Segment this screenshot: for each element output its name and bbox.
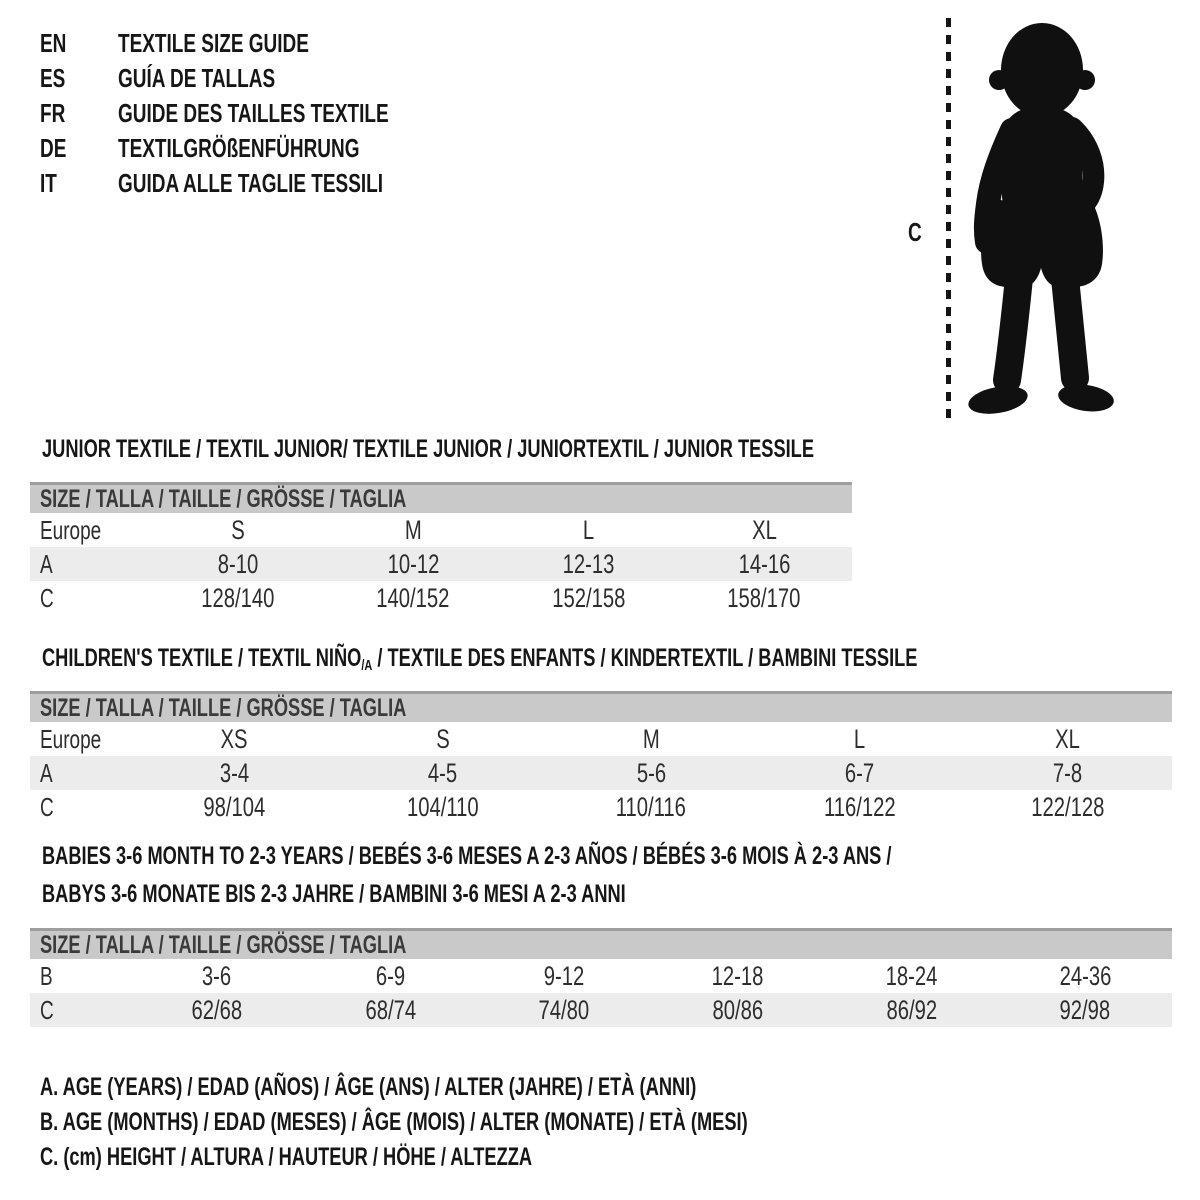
table-cell: 3-6 bbox=[202, 960, 232, 991]
row-label: C bbox=[40, 582, 54, 613]
language-code: IT bbox=[40, 168, 57, 198]
table-cell: 116/122 bbox=[823, 791, 896, 822]
table-row bbox=[30, 959, 1172, 993]
row-label: Europe bbox=[40, 723, 102, 754]
table-cell: M bbox=[404, 514, 422, 545]
language-label: GUÍA DE TALLAS bbox=[118, 63, 276, 93]
table-cell: 6-7 bbox=[844, 757, 875, 788]
language-row bbox=[40, 166, 489, 201]
table-row bbox=[30, 513, 852, 547]
table-cell: S bbox=[230, 514, 245, 545]
table-cell: 68/74 bbox=[365, 994, 416, 1025]
language-code: FR bbox=[40, 98, 66, 128]
table-cell: S bbox=[435, 723, 450, 754]
table-cell: 80/86 bbox=[712, 994, 764, 1025]
table-cell: 86/92 bbox=[886, 994, 937, 1025]
legend-height-cm: C. (cm) HEIGHT / ALTURA / HAUTEUR / HÖHE / ALTEZZA bbox=[40, 1143, 533, 1171]
row-label: A bbox=[40, 548, 53, 579]
table-cell: 110/116 bbox=[615, 791, 687, 822]
section-title-babies-line2: BABYS 3-6 MONATE BIS 2-3 JAHRE / BAMBINI 3-6 MESI A 2-3 ANNI bbox=[42, 880, 626, 908]
table-cell: 9-12 bbox=[543, 960, 585, 991]
table-cell: 74/80 bbox=[538, 994, 590, 1025]
language-row bbox=[40, 96, 489, 131]
language-label: TEXTILE SIZE GUIDE bbox=[118, 28, 309, 58]
height-measure-label: C bbox=[908, 217, 922, 247]
table-row bbox=[30, 722, 1172, 756]
legend-age-months: B. AGE (MONTHS) / EDAD (MESES) / ÂGE (MOIS) / ALTER (MONATE) / ETÀ (MESI) bbox=[40, 1108, 748, 1136]
table-cell: 62/68 bbox=[191, 994, 243, 1025]
table-cell: 140/152 bbox=[376, 582, 450, 613]
table-cell: 152/158 bbox=[552, 582, 626, 613]
junior-size-table bbox=[30, 482, 852, 615]
table-cell: 92/98 bbox=[1059, 994, 1111, 1025]
table-cell: 7-8 bbox=[1053, 757, 1083, 788]
language-label: GUIDA ALLE TAGLIE TESSILI bbox=[118, 168, 384, 198]
table-cell: L bbox=[583, 514, 595, 545]
table-cell: 104/110 bbox=[406, 791, 479, 822]
table-cell: 12-13 bbox=[562, 548, 615, 579]
table-cell: XL bbox=[751, 514, 777, 545]
table-row bbox=[30, 790, 1172, 824]
language-label: TEXTILGRÖßENFÜHRUNG bbox=[118, 133, 360, 163]
section-title-children: CHILDREN'S TEXTILE / TEXTIL NIÑO/A / TEXTILE DES ENFANTS / KINDERTEXTIL / BAMBINI TESSILE bbox=[42, 644, 918, 674]
table-cell: 24-36 bbox=[1059, 960, 1112, 991]
row-label: C bbox=[40, 791, 54, 822]
table-cell: 8-10 bbox=[217, 548, 259, 579]
table-cell: 4-5 bbox=[427, 757, 458, 788]
table-cell: 3-4 bbox=[219, 757, 249, 788]
children-size-table bbox=[30, 691, 1172, 824]
table-cell: L bbox=[853, 723, 866, 754]
table-cell: 122/128 bbox=[1031, 791, 1105, 822]
size-header-band: SIZE / TALLA / TAILLE / GRÖSSE / TAGLIA bbox=[30, 928, 1172, 959]
language-label: GUIDE DES TAILLES TEXTILE bbox=[118, 98, 389, 128]
child-silhouette-icon bbox=[960, 16, 1132, 418]
babies-size-table bbox=[30, 928, 1172, 1027]
legend-age-years: A. AGE (YEARS) / EDAD (AÑOS) / ÂGE (ANS) / ALTER (JAHRE) / ETÀ (ANNI) bbox=[40, 1073, 697, 1101]
row-label: B bbox=[40, 960, 53, 991]
table-row bbox=[30, 547, 852, 581]
table-cell: XL bbox=[1055, 723, 1081, 754]
table-row bbox=[30, 581, 852, 615]
language-code: ES bbox=[40, 63, 66, 93]
row-label: A bbox=[40, 757, 53, 788]
table-cell: 18-24 bbox=[885, 960, 938, 991]
table-cell: 10-12 bbox=[387, 548, 440, 579]
row-label: C bbox=[40, 994, 54, 1025]
table-cell: 6-9 bbox=[375, 960, 406, 991]
row-label: Europe bbox=[40, 514, 102, 545]
table-cell: 158/170 bbox=[727, 582, 801, 613]
language-code: DE bbox=[40, 133, 67, 163]
table-cell: XS bbox=[220, 723, 248, 754]
section-title-junior: JUNIOR TEXTILE / TEXTIL JUNIOR/ TEXTILE JUNIOR / JUNIORTEXTIL / JUNIOR TESSILE bbox=[42, 435, 815, 463]
language-row bbox=[40, 61, 489, 96]
table-row bbox=[30, 756, 1172, 790]
table-cell: 5-6 bbox=[636, 757, 666, 788]
language-row bbox=[40, 26, 489, 61]
size-header-band: SIZE / TALLA / TAILLE / GRÖSSE / TAGLIA bbox=[30, 691, 1172, 722]
table-cell: 12-18 bbox=[711, 960, 764, 991]
language-row bbox=[40, 131, 489, 166]
table-cell: 128/140 bbox=[201, 582, 275, 613]
table-cell: M bbox=[642, 723, 660, 754]
height-measure-line bbox=[946, 18, 951, 418]
nino-a-subscript: /A bbox=[361, 657, 373, 674]
language-title-list bbox=[40, 26, 489, 201]
table-cell: 14-16 bbox=[738, 548, 791, 579]
language-code: EN bbox=[40, 28, 67, 58]
section-title-babies-line1: BABIES 3-6 MONTH TO 2-3 YEARS / BEBÉS 3-6 MESES A 2-3 AÑOS / BÉBÉS 3-6 MOIS À 2-3 ANS / bbox=[42, 842, 892, 870]
table-cell: 98/104 bbox=[203, 791, 266, 822]
table-row bbox=[30, 993, 1172, 1027]
size-header-band: SIZE / TALLA / TAILLE / GRÖSSE / TAGLIA bbox=[30, 482, 852, 513]
